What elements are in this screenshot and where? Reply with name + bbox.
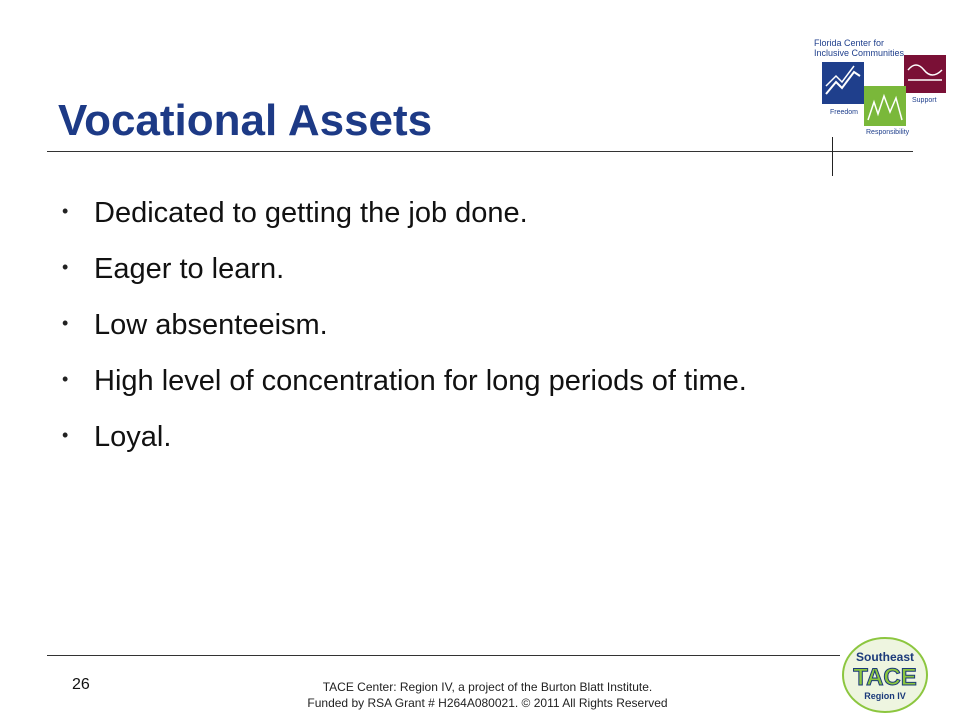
- bullet-text: Dedicated to getting the job done.: [94, 197, 528, 229]
- fcic-logo: [808, 36, 953, 141]
- bullet-text: Low absenteeism.: [94, 309, 328, 341]
- bullet-text: Loyal.: [94, 421, 172, 453]
- bullet-list: [60, 196, 820, 476]
- fcic-support-square: [904, 55, 946, 93]
- bullet-item: [60, 252, 820, 286]
- bullet-dot-icon: •: [62, 201, 69, 221]
- tace-logo: [840, 635, 930, 715]
- bullet-item: [60, 364, 820, 398]
- fcic-label-support: Support: [912, 97, 937, 104]
- fcic-label-freedom: Freedom: [830, 109, 859, 116]
- title-divider-tick: [832, 137, 833, 176]
- bullet-text: High level of concentration for long periods of time.: [94, 365, 747, 397]
- bullet-item: [60, 420, 820, 454]
- tace-line2: TACE: [853, 664, 917, 691]
- tace-line3: Region IV: [864, 691, 906, 701]
- footer-credit-line1: TACE Center: Region IV, a project of the Burton Blatt Institute.: [322, 680, 653, 694]
- fcic-name-line1: Florida Center for: [814, 38, 885, 48]
- fcic-responsibility-square: [864, 86, 906, 126]
- bullet-dot-icon: •: [62, 257, 69, 277]
- footer-credit-line2: Funded by RSA Grant # H264A080021. © 2011 All Rights Reserved: [307, 696, 668, 710]
- bullet-dot-icon: •: [62, 313, 69, 333]
- fcic-name-line2: Inclusive Communities: [814, 48, 905, 58]
- footer-credit: [260, 679, 715, 711]
- page-number: 26: [72, 676, 90, 693]
- bullet-item: [60, 196, 820, 230]
- bullet-dot-icon: •: [62, 425, 69, 445]
- tace-line1: Southeast: [855, 650, 915, 664]
- footer-divider: [47, 655, 840, 656]
- title-divider: [47, 151, 913, 152]
- slide-title: Vocational Assets: [58, 96, 433, 145]
- bullet-item: [60, 308, 820, 342]
- fcic-label-responsibility: Responsibility: [866, 129, 910, 136]
- bullet-dot-icon: •: [62, 369, 69, 389]
- bullet-text: Eager to learn.: [94, 253, 285, 285]
